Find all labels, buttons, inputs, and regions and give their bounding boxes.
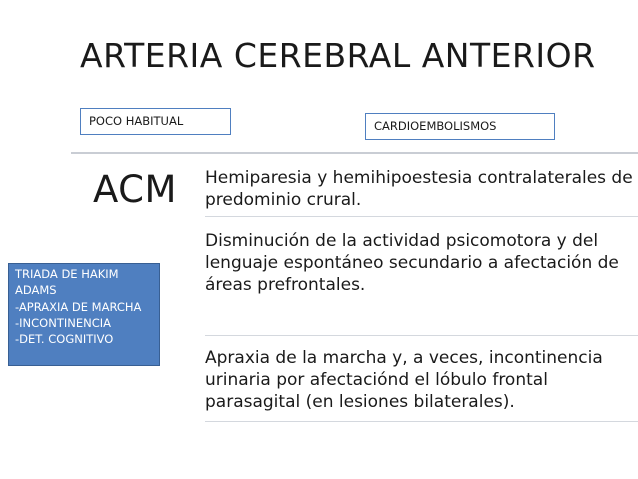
slide-title: ARTERIA CEREBRAL ANTERIOR	[80, 36, 596, 75]
poco-habitual-tag: POCO HABITUAL	[80, 108, 231, 135]
acm-label: ACM	[93, 168, 177, 211]
row-divider	[205, 335, 638, 336]
triada-line: -INCONTINENCIA	[15, 315, 112, 330]
triada-line: ADAMS	[15, 283, 57, 298]
row-divider	[205, 216, 638, 217]
cardioembolismos-tag: CARDIOEMBOLISMOS	[365, 113, 555, 140]
triada-hakim-box	[8, 263, 160, 366]
table-top-rule	[71, 152, 638, 154]
table-row: Disminución de la actividad psicomotora y del lenguaje espontáneo secundario a afectación de áreas prefrontales.	[205, 231, 619, 295]
triada-line: TRIADA DE HAKIM	[15, 267, 119, 281]
table-row: Hemiparesia y hemihipoestesia contralaterales de predominio crural.	[205, 168, 633, 210]
triada-line: -DET. COGNITIVO	[15, 332, 114, 347]
triada-line: -APRAXIA DE MARCHA	[15, 299, 142, 314]
table-row: Apraxia de la marcha y, a veces, incontinencia urinaria por afectaciónd el lóbulo frontal parasagital (en lesiones bilaterales).	[205, 348, 603, 412]
row-divider	[205, 421, 638, 422]
